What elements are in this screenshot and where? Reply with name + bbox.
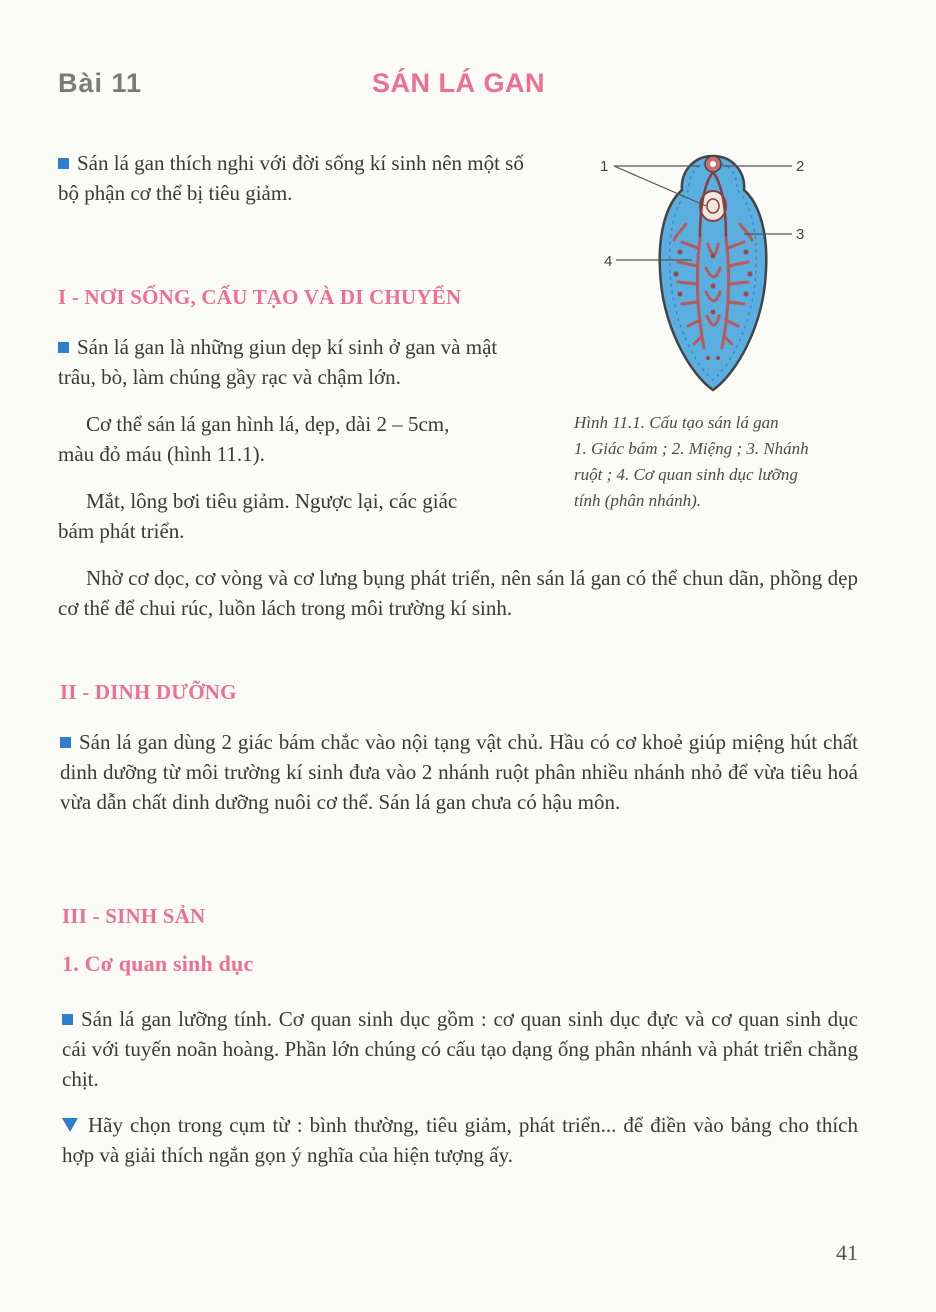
section-1-paragraph-2-line-1: Cơ thể sán lá gan hình lá, dẹp, dài 2 – 5cm, (86, 412, 450, 436)
section-3-text: Sán lá gan lưỡng tính. Cơ quan sinh dục gồm : cơ quan sinh dục đực và cơ quan sinh dục cái với tuyến noãn hoàng. Phần lớn chúng có cấu tạo dạng ống phân nhánh và phát triển chằng chịt. (62, 1007, 858, 1091)
page-number: 41 (836, 1240, 858, 1265)
figure-caption-line-2: 1. Giác bám ; 2. Miệng ; 3. Nhánh (574, 439, 809, 458)
section-2-paragraph (60, 727, 858, 817)
figure-caption (574, 410, 864, 514)
section-1-paragraph-3-line-2: bám phát triển. (58, 519, 185, 543)
section-2-heading: II - DINH DƯỠNG (60, 680, 237, 704)
section-1-text-1: Sán lá gan là những giun dẹp kí sinh ở gan và mật trâu, bò, làm chúng gầy rạc và chậm lớn. (58, 335, 498, 389)
square-bullet-icon (60, 737, 71, 748)
section-2-text: Sán lá gan dùng 2 giác bám chắc vào nội tạng vật chủ. Hầu có cơ khoẻ giúp miệng hút chất dinh dưỡng từ môi trường kí sinh đưa vào 2 nhánh ruột phân nhiều nhánh nhỏ để vừa tiêu hoá vừa dẫn chất dinh dưỡng nuôi cơ thể. Sán lá gan chưa có hậu môn. (60, 730, 858, 814)
figure-caption-line-4: tính (phân nhánh). (574, 491, 702, 510)
square-bullet-icon (58, 158, 69, 169)
section-1-paragraph-2-line-2: màu đỏ máu (hình 11.1). (58, 442, 265, 466)
intro-text: Sán lá gan thích nghi với đời sống kí sinh nên một số bộ phận cơ thể bị tiêu giảm. (58, 151, 524, 205)
section-3-heading: III - SINH SẢN (62, 904, 206, 928)
task-paragraph (62, 1110, 858, 1170)
square-bullet-icon (58, 342, 69, 353)
liver-fluke-figure (596, 148, 826, 398)
intro-paragraph (58, 148, 538, 208)
section-1-paragraph-1 (58, 332, 536, 392)
section-1-heading: I - NƠI SỐNG, CẤU TẠO VÀ DI CHUYỂN (58, 285, 462, 309)
figure-label-1: 1 (600, 158, 609, 175)
task-text: Hãy chọn trong cụm từ : bình thường, tiêu giảm, phát triển... để điền vào bảng cho thích hợp và giải thích ngắn gọn ý nghĩa của hiện tượng ấy. (62, 1113, 858, 1167)
figure-caption-line-1: Hình 11.1. Cấu tạo sán lá gan (574, 413, 779, 432)
lesson-number: Bài 11 (58, 68, 143, 98)
liver-fluke-illustration (660, 156, 767, 390)
figure-label-2: 2 (796, 158, 805, 175)
lesson-title: SÁN LÁ GAN (372, 68, 545, 98)
triangle-task-icon (62, 1118, 78, 1132)
figure-label-3: 3 (796, 226, 805, 243)
figure-caption-line-3: ruột ; 4. Cơ quan sinh dục lưỡng (574, 465, 798, 484)
section-1-paragraph-4: Nhờ cơ dọc, cơ vòng và cơ lưng bụng phát triển, nên sán lá gan có thể chun dãn, phồng dẹp cơ thể để chui rúc, luồn lách trong môi trường kí sinh. (58, 566, 858, 620)
figure-label-4: 4 (604, 253, 613, 270)
section-1-paragraph-3-line-1: Mắt, lông bơi tiêu giảm. Ngược lại, các giác (86, 489, 458, 513)
section-3-paragraph (62, 1004, 858, 1094)
square-bullet-icon (62, 1014, 73, 1025)
section-3-subheading: 1. Cơ quan sinh dục (62, 951, 254, 976)
